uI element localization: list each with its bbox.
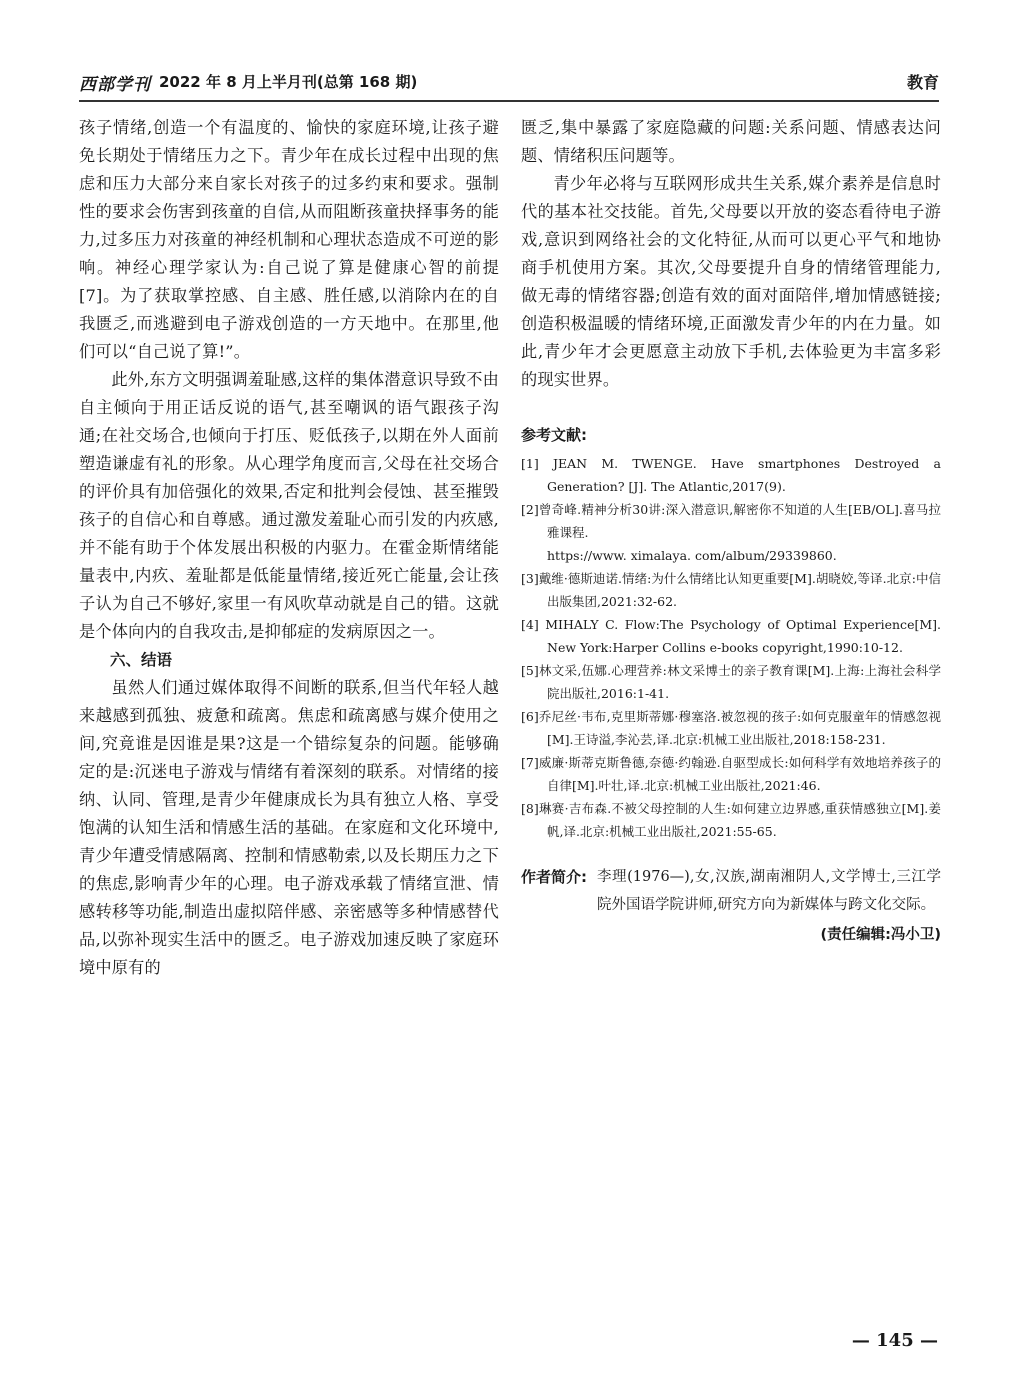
body-paragraph: 青少年必将与互联网形成共生关系,媒介素养是信息时代的基本社交技能。首先,父母要以开放的姿态看待电子游戏,意识到网络社会的文化特征,从而可以更心平气和地协商手机使用方案。其次,父母要提升自身的情绪管理能力,做无毒的情绪容器;创造有效的面对面陪伴,增加情感链接;创造积极温暖的情绪环境,正面激发青少年的内在力量。如此,青少年才会更愿意主动放下手机,去体验更为丰富多彩的现实世界。: [521, 174, 941, 389]
references-title: 参考文献:: [521, 426, 587, 444]
section-heading: 六、结语: [110, 651, 173, 669]
reference-item: [1] JEAN M. TWENGE. Have smartphones Destroyed a Generation? [J]. The Atlantic,2017(9).: [521, 456, 941, 494]
body-paragraph: 孩子情绪,创造一个有温度的、愉快的家庭环境,让孩子避免长期处于情绪压力之下。青少年在成长过程中出现的焦虑和压力大部分来自家长对孩子的过多约束和要求。强制性的要求会伤害到孩童的自信,从而阻断孩童抉择事务的能力,过多压力对孩童的神经机制和心理状态造成不可逆的影响。神经心理学家认为:自己说了算是健康心智的前提[7]。为了获取掌控感、自主感、胜任感,以消除内在的自我匮乏,而逃避到电子游戏创造的一方天地中。在那里,他们可以“自己说了算!”。: [79, 118, 499, 361]
right-column: [521, 114, 941, 949]
reference-item: [7]威廉·斯蒂克斯鲁德,奈德·约翰逊.自驱型成长:如何科学有效地培养孩子的自律[M].叶壮,译.北京:机械工业出版社,2021:46.: [521, 755, 941, 793]
body-paragraph: 匮乏,集中暴露了家庭隐藏的问题:关系问题、情感表达问题、情绪积压问题等。: [521, 118, 941, 165]
left-column: [79, 114, 499, 982]
reference-item: [8]琳赛·吉布森.不被父母控制的人生:如何建立边界感,重获情感独立[M].姜帆,译.北京:机械工业出版社,2021:55-65.: [521, 801, 941, 839]
author-label: 作者简介:: [521, 868, 587, 886]
reference-item: [521, 498, 941, 567]
header-rule: [79, 100, 939, 102]
reference-text: [2]曾奇峰.精神分析30讲:深入潜意识,解密你不知道的人生[EB/OL].喜马拉雅课程.: [521, 502, 941, 540]
author-bio: [521, 863, 941, 919]
author-text: 李理(1976—),女,汉族,湖南湘阴人,文学博士,三江学院外国语学院讲师,研究方向为新媒体与跨文化交际。: [597, 869, 941, 913]
responsible-editor: (责任编辑:冯小卫): [820, 927, 941, 943]
reference-item: [6]乔尼丝·韦布,克里斯蒂娜·穆塞洛.被忽视的孩子:如何克服童年的情感忽视[M].王诗溢,李沁芸,译.北京:机械工业出版社,2018:158-231.: [521, 709, 941, 747]
issue-info: 2022 年 8 月上半月刊(总第 168 期): [159, 73, 418, 91]
section-title: 教育: [906, 73, 939, 92]
body-paragraph: 此外,东方文明强调羞耻感,这样的集体潜意识导致不由自主倾向于用正话反说的语气,甚至嘲讽的语气跟孩子沟通;在社交场合,也倾向于打压、贬低孩子,以期在外人面前塑造谦虚有礼的形象。从心理学角度而言,父母在社交场合的评价具有加倍强化的效果,否定和批判会侵蚀、甚至摧毁孩子的自信心和自尊感。通过激发羞耻心而引发的内疚感,并不能有助于个体发展出积极的内驱力。在霍金斯情绪能量表中,内疚、羞耻都是低能量情绪,接近死亡能量,会让孩子认为自己不够好,家里一有风吹草动就是自己的错。这就是个体向内的自我攻击,是抑郁症的发病原因之一。: [79, 370, 499, 641]
page-header: [79, 70, 939, 96]
page-number: — 145 —: [851, 1330, 938, 1351]
reference-item: [3]戴维·德斯迪诺.情绪:为什么情绪比认知更重要[M].胡晓姣,等译.北京:中信出版集团,2021:32-62.: [521, 571, 941, 609]
reference-item: [5]林文采,伍娜.心理营养:林文采博士的亲子教育课[M].上海:上海社会科学院出版社,2016:1-41.: [521, 663, 941, 701]
body-paragraph: 虽然人们通过媒体取得不间断的联系,但当代年轻人越来越感到孤独、疲惫和疏离。焦虑和疏离感与媒介使用之间,究竟谁是因谁是果?这是一个错综复杂的问题。能够确定的是:沉迷电子游戏与情绪有着深刻的联系。对情绪的接纳、认同、管理,是青少年健康成长为具有独立人格、享受饱满的认知生活和情感生活的基础。在家庭和文化环境中,青少年遭受情感隔离、控制和情感勒索,以及长期压力之下的焦虑,影响青少年的心理。电子游戏承载了情绪宣泄、情感转移等功能,制造出虚拟陪伴感、亲密感等多种情感替代品,以弥补现实生活中的匮乏。电子游戏加速反映了家庭环境中原有的: [79, 678, 499, 977]
reference-url: https://www. ximalaya. com/album/29339860.: [547, 548, 837, 563]
journal-logo: 西部学刊: [79, 75, 151, 95]
reference-item: [4] MIHALY C. Flow:The Psychology of Optimal Experience[M]. New York:Harper Collins e-books copyright,1990:10-12.: [521, 617, 941, 655]
